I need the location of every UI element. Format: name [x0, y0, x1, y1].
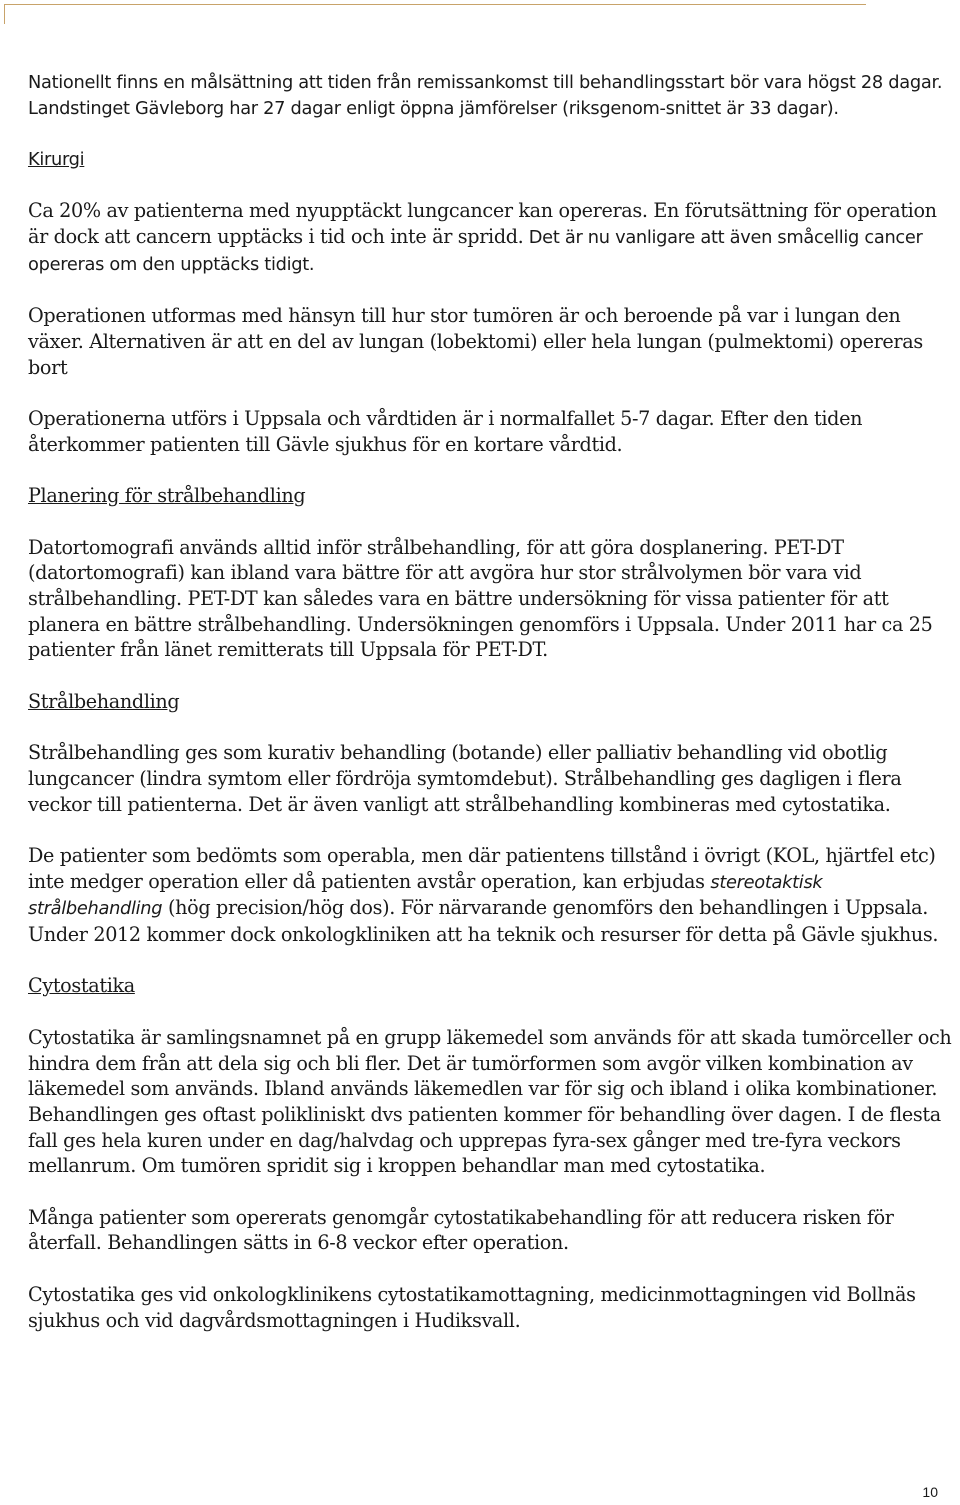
intro-paragraph: Nationellt finns en målsättning att tiden från remissankomst till behandlingsstart bör vara högst 28 dagar. Landstinget Gävleborg har 27 dagar enligt öppna jämförelser (riksgenom-snittet är 33 dagar). — [28, 72, 943, 119]
cytostatika-paragraph-3: Cytostatika ges vid onkologklinikens cytostatikamottagning, medicinmottagningen vid Bollnäs sjukhus och vid dagvårdsmottagningen i Hudiksvall. — [28, 1282, 916, 1332]
heading-planering: Planering för strålbehandling — [28, 484, 306, 508]
header-rule — [4, 4, 866, 5]
page-number: 10 — [922, 1484, 938, 1500]
document-body — [28, 70, 956, 1359]
heading-kirurgi: Kirurgi — [28, 149, 85, 171]
planering-paragraph-1: Datortomografi används alltid inför strålbehandling, för att göra dosplanering. PET-DT (datortomografi) kan ibland vara bättre för att avgöra hur stor strålvolymen bör vara vid strålbehandling. PET-DT kan således vara en bättre undersökning för vissa patienter för att planera en bättre strålbehandling. Undersökningen genomförs i Uppsala. Under 2011 har ca 25 patienter från länet remitterats till Uppsala för PET-DT. — [28, 535, 933, 662]
heading-stralbehandling: Strålbehandling — [28, 689, 180, 713]
stralbehandling-paragraph-2-emphasis: stereotaktisk strålbehandling — [28, 871, 823, 920]
header-rule-tick — [4, 4, 5, 24]
kirurgi-paragraph-1-serif: Ca 20% av patienterna med nyupptäckt lungcancer kan opereras. En förutsättning för operation är dock att cancern upptäcks i tid och inte är spridd. — [28, 199, 937, 249]
cytostatika-paragraph-2: Många patienter som opererats genomgår cytostatikabehandling för att reducera risken för återfall. Behandlingen sätts in 6-8 veckor efter operation. — [28, 1205, 894, 1255]
kirurgi-paragraph-3: Operationerna utförs i Uppsala och vårdtiden är i normalfallet 5-7 dagar. Efter den tiden återkommer patienten till Gävle sjukhus för en kortare vårdtid. — [28, 407, 863, 456]
heading-cytostatika: Cytostatika — [28, 974, 135, 998]
stralbehandling-paragraph-2 — [28, 843, 956, 948]
stralbehandling-paragraph-2-before: De patienter som bedömts som operabla, men där patientens tillstånd i övrigt (KOL, hjärtfel etc) inte medger operation eller då patienten avstår operation, kan erbjudas — [28, 843, 936, 893]
stralbehandling-paragraph-1: Strålbehandling ges som kurativ behandling (botande) eller palliativ behandling vid obotlig lungcancer (lindra symtom eller fördröja symtomdebut). Strålbehandling ges dagligen i flera veckor till patienterna. Det är även vanligt att strålbehandling kombineras med cytostatika. — [28, 741, 902, 816]
cytostatika-paragraph-1: Cytostatika är samlingsnamnet på en grupp läkemedel som används för att skada tumörceller och hindra dem från att dela sig och bli fler. Det är tumörformen som avgör vilken kombination av läkemedel som används. Ibland används läkemedlen var för sig och ibland i olika kombinationer. Behandlingen ges oftast polikliniskt dvs patienten kommer för behandling över dagen. I de flesta fall ges hela kuren under en dag/halvdag och upprepas fyra-sex gånger med tre-fyra veckors mellanrum. Om tumören spridit sig i kroppen behandlar man med cytostatika. — [28, 1025, 952, 1178]
kirurgi-paragraph-2: Operationen utformas med hänsyn till hur stor tumören är och beroende på var i lungan den växer. Alternativen är att en del av lungan (lobektomi) eller hela lungan (pulmektomi) opereras bort — [28, 304, 923, 379]
kirurgi-paragraph-1-sans: Det är nu vanligare att även småcellig cancer opereras om den upptäcks tidigt. — [28, 227, 923, 275]
stralbehandling-paragraph-2-after: (hög precision/hög dos). För närvarande genomförs den behandlingen i Uppsala. Under 2012 kommer dock onkologkliniken att ha teknik och resurser för detta på Gävle sjukhus. — [28, 896, 939, 947]
spacer — [28, 278, 956, 304]
kirurgi-paragraph-1 — [28, 198, 956, 277]
